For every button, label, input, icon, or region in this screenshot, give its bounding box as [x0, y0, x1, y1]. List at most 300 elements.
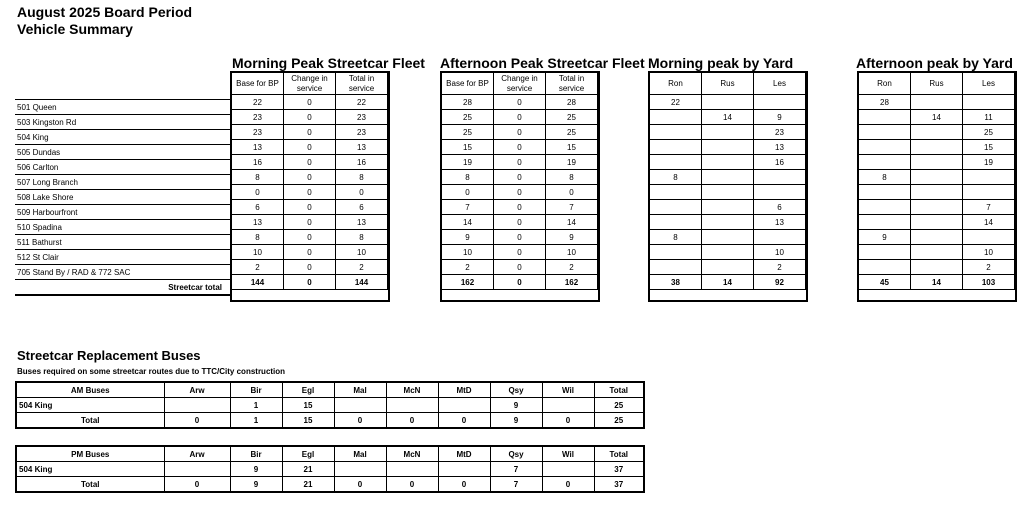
afternoon-yard-cell — [859, 125, 911, 140]
morning-fleet-cell: 8 — [232, 230, 284, 245]
afternoon-yard-row — [859, 245, 1015, 260]
pm-total-cell: 0 — [438, 477, 490, 493]
morning-fleet-cell: 23 — [336, 125, 388, 140]
afternoon-fleet-cell: 25 — [442, 110, 494, 125]
afternoon-yard-cell — [911, 215, 963, 230]
afternoon-yard-cell — [859, 185, 911, 200]
afternoon-yard-row — [859, 110, 1015, 125]
afternoon-fleet-row — [442, 140, 598, 155]
pm-total-cell: 9 — [230, 477, 282, 493]
afternoon-yard-cell: 7 — [963, 200, 1015, 215]
morning-fleet-cell: 0 — [284, 200, 336, 215]
morning-fleet-header: Change in service — [284, 73, 336, 95]
afternoon-yard-cell — [859, 110, 911, 125]
morning-yard-cell — [650, 260, 702, 275]
morning-yard-cell — [650, 125, 702, 140]
morning-yard-header: Rus — [702, 73, 754, 95]
route-row — [15, 100, 230, 115]
morning-fleet-cell: 23 — [232, 110, 284, 125]
morning-fleet-row — [232, 200, 388, 215]
morning-yard-cell: 22 — [650, 95, 702, 110]
morning-yard-cell: 23 — [754, 125, 806, 140]
route-list — [15, 99, 230, 296]
am-total-label: Total — [16, 413, 164, 429]
morning-fleet-cell: 13 — [336, 140, 388, 155]
afternoon-fleet-title: Afternoon Peak Streetcar Fleet — [440, 55, 645, 71]
afternoon-yard-row — [859, 155, 1015, 170]
afternoon-fleet-cell: 25 — [442, 125, 494, 140]
afternoon-yard-cell — [911, 140, 963, 155]
morning-yard-header: Ron — [650, 73, 702, 95]
afternoon-yard-cell — [911, 95, 963, 110]
morning-fleet-cell: 0 — [284, 260, 336, 275]
morning-yard-cell — [702, 125, 754, 140]
afternoon-fleet-cell: 25 — [546, 125, 598, 140]
morning-fleet-cell: 0 — [284, 215, 336, 230]
morning-fleet-row — [232, 230, 388, 245]
afternoon-fleet-row — [442, 230, 598, 245]
afternoon-fleet-cell: 25 — [546, 110, 598, 125]
route-row — [15, 160, 230, 175]
morning-fleet-row — [232, 245, 388, 260]
afternoon-yard-cell — [963, 95, 1015, 110]
pm-route-cell — [164, 462, 230, 477]
afternoon-fleet-header: Base for BP — [442, 73, 494, 95]
pm-route-cell — [438, 462, 490, 477]
morning-yard-cell — [650, 140, 702, 155]
pm-route-cell: 21 — [282, 462, 334, 477]
am-route-cell — [386, 398, 438, 413]
afternoon-yard-total-cell: 45 — [859, 275, 911, 290]
route-total-label: Streetcar total — [15, 280, 230, 296]
afternoon-yard-cell: 10 — [963, 245, 1015, 260]
yard-column-header: Bir — [230, 446, 282, 462]
route-name: 501 Queen — [15, 100, 230, 115]
morning-yard-cell: 8 — [650, 230, 702, 245]
pm-total-cell: 0 — [542, 477, 594, 493]
route-row — [15, 205, 230, 220]
morning-yard-total-row — [650, 275, 806, 290]
route-name: 505 Dundas — [15, 145, 230, 160]
morning-fleet-cell: 16 — [232, 155, 284, 170]
morning-fleet-cell: 0 — [284, 230, 336, 245]
afternoon-fleet-row — [442, 95, 598, 110]
morning-fleet-cell: 0 — [284, 185, 336, 200]
pm-total-cell: 21 — [282, 477, 334, 493]
morning-yard-cell — [702, 140, 754, 155]
afternoon-fleet-cell: 0 — [494, 245, 546, 260]
morning-yard-cell — [702, 260, 754, 275]
afternoon-fleet-row — [442, 110, 598, 125]
morning-fleet-cell: 22 — [232, 95, 284, 110]
morning-yard-row — [650, 200, 806, 215]
afternoon-fleet-header: Total in service — [546, 73, 598, 95]
morning-fleet-row — [232, 140, 388, 155]
yard-column-header: MtD — [438, 446, 490, 462]
afternoon-fleet-cell: 9 — [546, 230, 598, 245]
morning-fleet-row — [232, 215, 388, 230]
morning-yard-cell — [702, 230, 754, 245]
morning-yard-cell: 13 — [754, 140, 806, 155]
yard-column-header: Total — [594, 382, 644, 398]
am-route-cell: 25 — [594, 398, 644, 413]
morning-yard-cell — [650, 215, 702, 230]
morning-fleet-cell: 2 — [232, 260, 284, 275]
afternoon-yard-cell: 19 — [963, 155, 1015, 170]
afternoon-yard-row — [859, 125, 1015, 140]
afternoon-yard-cell — [859, 155, 911, 170]
route-name: 504 King — [15, 130, 230, 145]
am-route-cell — [334, 398, 386, 413]
afternoon-fleet-row — [442, 155, 598, 170]
yard-column-header: Qsy — [490, 382, 542, 398]
replacement-title: Streetcar Replacement Buses — [17, 348, 201, 363]
pm-total-cell: 7 — [490, 477, 542, 493]
morning-fleet-cell: 0 — [284, 155, 336, 170]
afternoon-fleet-cell: 8 — [442, 170, 494, 185]
morning-yard-cell: 16 — [754, 155, 806, 170]
morning-fleet-cell: 8 — [336, 170, 388, 185]
morning-yard-cell — [754, 170, 806, 185]
morning-yard-row — [650, 170, 806, 185]
morning-yard-cell — [702, 200, 754, 215]
pm-route-cell — [542, 462, 594, 477]
morning-fleet-cell: 0 — [284, 110, 336, 125]
afternoon-fleet-cell: 14 — [442, 215, 494, 230]
afternoon-fleet-cell: 2 — [442, 260, 494, 275]
morning-fleet-cell: 13 — [232, 215, 284, 230]
yard-column-header: Qsy — [490, 446, 542, 462]
route-name: 507 Long Branch — [15, 175, 230, 190]
morning-yard-row — [650, 125, 806, 140]
morning-yard-row — [650, 215, 806, 230]
am-total-cell: 0 — [334, 413, 386, 429]
yard-column-header: Wil — [542, 382, 594, 398]
am-total-cell: 25 — [594, 413, 644, 429]
yard-column-header: Total — [594, 446, 644, 462]
afternoon-fleet-cell: 0 — [494, 230, 546, 245]
pm-route-cell: 9 — [230, 462, 282, 477]
morning-fleet-header: Total in service — [336, 73, 388, 95]
afternoon-fleet-total-cell: 0 — [494, 275, 546, 290]
afternoon-yard-cell — [911, 155, 963, 170]
pm-total-cell: 0 — [386, 477, 438, 493]
afternoon-yard-table — [858, 72, 1015, 290]
am-route-cell — [438, 398, 490, 413]
morning-fleet-cell: 0 — [336, 185, 388, 200]
morning-fleet-cell: 6 — [232, 200, 284, 215]
morning-fleet-table — [231, 72, 388, 290]
morning-yard-header: Les — [754, 73, 806, 95]
afternoon-fleet-row — [442, 245, 598, 260]
route-name: 503 Kingston Rd — [15, 115, 230, 130]
morning-yard-cell — [650, 245, 702, 260]
afternoon-fleet-cell: 0 — [494, 140, 546, 155]
route-row — [15, 130, 230, 145]
morning-fleet-cell: 23 — [232, 125, 284, 140]
morning-yard-cell — [754, 185, 806, 200]
afternoon-fleet-row — [442, 125, 598, 140]
am-route-cell — [542, 398, 594, 413]
afternoon-fleet-cell: 0 — [494, 170, 546, 185]
afternoon-fleet-cell: 7 — [546, 200, 598, 215]
morning-fleet-row — [232, 170, 388, 185]
morning-fleet-cell: 0 — [284, 95, 336, 110]
morning-fleet-row — [232, 125, 388, 140]
afternoon-yard-cell — [911, 245, 963, 260]
afternoon-yard-cell — [963, 230, 1015, 245]
afternoon-fleet-cell: 0 — [494, 185, 546, 200]
morning-fleet-cell: 8 — [336, 230, 388, 245]
afternoon-yard-cell: 14 — [911, 110, 963, 125]
afternoon-yard-total-row — [859, 275, 1015, 290]
morning-yard-cell: 10 — [754, 245, 806, 260]
morning-fleet-total-cell: 0 — [284, 275, 336, 290]
morning-fleet-row — [232, 95, 388, 110]
route-name: 506 Carlton — [15, 160, 230, 175]
am-route-cell: 9 — [490, 398, 542, 413]
afternoon-fleet-cell: 0 — [442, 185, 494, 200]
am-route-row — [16, 398, 644, 413]
afternoon-fleet-cell: 8 — [546, 170, 598, 185]
pm-route-cell: 7 — [490, 462, 542, 477]
morning-yard-cell — [650, 110, 702, 125]
morning-yard-cell: 9 — [754, 110, 806, 125]
morning-yard-cell: 13 — [754, 215, 806, 230]
morning-fleet-cell: 0 — [284, 125, 336, 140]
am-route-cell: 15 — [282, 398, 334, 413]
afternoon-fleet-cell: 0 — [494, 200, 546, 215]
pm-total-row — [16, 477, 644, 493]
morning-fleet-cell: 23 — [336, 110, 388, 125]
route-row — [15, 235, 230, 250]
yard-column-header: Egl — [282, 446, 334, 462]
morning-yard-total-cell: 14 — [702, 275, 754, 290]
morning-fleet-cell: 2 — [336, 260, 388, 275]
am-buses-table — [15, 381, 645, 429]
yard-column-header: Egl — [282, 382, 334, 398]
report-subtitle: Vehicle Summary — [17, 21, 133, 37]
am-total-cell: 0 — [386, 413, 438, 429]
am-total-cell: 0 — [542, 413, 594, 429]
afternoon-fleet-header: Change in service — [494, 73, 546, 95]
pm-buses-header — [16, 446, 644, 462]
afternoon-fleet-row — [442, 260, 598, 275]
morning-yard-row — [650, 110, 806, 125]
morning-yard-cell — [702, 170, 754, 185]
morning-yard-cell — [650, 185, 702, 200]
afternoon-yard-row — [859, 185, 1015, 200]
pm-total-cell: 0 — [164, 477, 230, 493]
afternoon-yard-row — [859, 260, 1015, 275]
yard-column-header: Mal — [334, 382, 386, 398]
route-total-row — [15, 280, 230, 296]
route-name: 705 Stand By / RAD & 772 SAC — [15, 265, 230, 280]
morning-fleet-cell: 0 — [284, 170, 336, 185]
am-route-cell: 1 — [230, 398, 282, 413]
afternoon-fleet-row — [442, 200, 598, 215]
afternoon-yard-cell — [911, 170, 963, 185]
morning-yard-cell — [650, 155, 702, 170]
am-buses-label: AM Buses — [16, 382, 164, 398]
afternoon-fleet-cell: 14 — [546, 215, 598, 230]
morning-yard-row — [650, 185, 806, 200]
afternoon-fleet-cell: 19 — [442, 155, 494, 170]
afternoon-yard-cell — [963, 170, 1015, 185]
afternoon-fleet-cell: 19 — [546, 155, 598, 170]
morning-fleet-cell: 6 — [336, 200, 388, 215]
morning-fleet-row — [232, 110, 388, 125]
afternoon-fleet-total-row — [442, 275, 598, 290]
yard-column-header: Wil — [542, 446, 594, 462]
morning-yard-cell: 2 — [754, 260, 806, 275]
afternoon-fleet-table — [441, 72, 598, 290]
afternoon-yard-title: Afternoon peak by Yard — [856, 55, 1013, 71]
pm-route-row — [16, 462, 644, 477]
afternoon-yard-cell — [859, 200, 911, 215]
afternoon-fleet-cell: 2 — [546, 260, 598, 275]
afternoon-fleet-cell: 10 — [442, 245, 494, 260]
afternoon-yard-cell — [859, 260, 911, 275]
morning-fleet-total-row — [232, 275, 388, 290]
yard-column-header: McN — [386, 446, 438, 462]
pm-route-cell: 37 — [594, 462, 644, 477]
am-total-cell: 0 — [164, 413, 230, 429]
yard-column-header: Bir — [230, 382, 282, 398]
pm-route-cell — [386, 462, 438, 477]
route-name: 511 Bathurst — [15, 235, 230, 250]
afternoon-yard-cell — [911, 185, 963, 200]
yard-column-header: MtD — [438, 382, 490, 398]
morning-fleet-cell: 16 — [336, 155, 388, 170]
afternoon-yard-cell — [859, 245, 911, 260]
am-route-cell — [164, 398, 230, 413]
morning-yard-cell — [650, 200, 702, 215]
morning-yard-title: Morning peak by Yard — [648, 55, 794, 71]
pm-route-name: 504 King — [16, 462, 164, 477]
afternoon-yard-cell — [911, 260, 963, 275]
morning-yard-row — [650, 95, 806, 110]
route-name: 508 Lake Shore — [15, 190, 230, 205]
morning-fleet-cell: 0 — [232, 185, 284, 200]
afternoon-fleet-cell: 10 — [546, 245, 598, 260]
morning-fleet-cell: 22 — [336, 95, 388, 110]
morning-yard-row — [650, 140, 806, 155]
route-row — [15, 190, 230, 205]
morning-fleet-cell: 13 — [336, 215, 388, 230]
pm-buses-label: PM Buses — [16, 446, 164, 462]
morning-fleet-header: Base for BP — [232, 73, 284, 95]
afternoon-yard-row — [859, 230, 1015, 245]
route-row — [15, 265, 230, 280]
replacement-note: Buses required on some streetcar routes due to TTC/City construction — [17, 367, 286, 376]
route-name: 510 Spadina — [15, 220, 230, 235]
morning-yard-cell: 8 — [650, 170, 702, 185]
route-name: 509 Harbourfront — [15, 205, 230, 220]
afternoon-yard-row — [859, 170, 1015, 185]
afternoon-yard-cell: 8 — [859, 170, 911, 185]
morning-fleet-title: Morning Peak Streetcar Fleet — [232, 55, 425, 71]
afternoon-fleet-cell: 0 — [494, 125, 546, 140]
morning-fleet-row — [232, 260, 388, 275]
morning-fleet-cell: 0 — [284, 245, 336, 260]
afternoon-fleet-cell: 0 — [494, 155, 546, 170]
afternoon-fleet-cell: 28 — [442, 95, 494, 110]
morning-yard-cell — [702, 185, 754, 200]
morning-yard-cell — [754, 230, 806, 245]
morning-yard-cell — [702, 245, 754, 260]
afternoon-fleet-row — [442, 170, 598, 185]
afternoon-yard-cell — [911, 200, 963, 215]
afternoon-yard-row — [859, 140, 1015, 155]
morning-fleet-total-cell: 144 — [336, 275, 388, 290]
afternoon-fleet-row — [442, 215, 598, 230]
afternoon-yard-row — [859, 215, 1015, 230]
afternoon-yard-row — [859, 95, 1015, 110]
am-total-cell: 1 — [230, 413, 282, 429]
afternoon-yard-cell — [911, 125, 963, 140]
afternoon-yard-cell: 2 — [963, 260, 1015, 275]
afternoon-yard-cell: 11 — [963, 110, 1015, 125]
am-total-cell: 9 — [490, 413, 542, 429]
afternoon-yard-total-cell: 103 — [963, 275, 1015, 290]
afternoon-yard-cell — [963, 185, 1015, 200]
afternoon-yard-cell: 28 — [859, 95, 911, 110]
morning-fleet-cell: 8 — [232, 170, 284, 185]
morning-yard-cell — [754, 95, 806, 110]
afternoon-fleet-cell: 0 — [494, 110, 546, 125]
afternoon-yard-header: Rus — [911, 73, 963, 95]
pm-total-cell: 0 — [334, 477, 386, 493]
yard-column-header: McN — [386, 382, 438, 398]
afternoon-yard-cell: 9 — [859, 230, 911, 245]
yard-column-header: Arw — [164, 446, 230, 462]
afternoon-yard-cell: 14 — [963, 215, 1015, 230]
morning-yard-cell — [702, 95, 754, 110]
afternoon-fleet-cell: 28 — [546, 95, 598, 110]
afternoon-fleet-row — [442, 185, 598, 200]
morning-fleet-cell: 10 — [232, 245, 284, 260]
morning-yard-row — [650, 230, 806, 245]
morning-yard-row — [650, 245, 806, 260]
route-row — [15, 175, 230, 190]
route-row — [15, 115, 230, 130]
route-row — [15, 145, 230, 160]
morning-yard-row — [650, 260, 806, 275]
morning-yard-cell: 6 — [754, 200, 806, 215]
am-route-name: 504 King — [16, 398, 164, 413]
pm-total-label: Total — [16, 477, 164, 493]
route-name: 512 St Clair — [15, 250, 230, 265]
yard-column-header: Arw — [164, 382, 230, 398]
morning-yard-cell: 14 — [702, 110, 754, 125]
pm-route-cell — [334, 462, 386, 477]
morning-yard-table — [649, 72, 806, 290]
morning-fleet-total-cell: 144 — [232, 275, 284, 290]
route-row — [15, 250, 230, 265]
morning-yard-row — [650, 155, 806, 170]
morning-fleet-row — [232, 185, 388, 200]
afternoon-fleet-cell: 0 — [546, 185, 598, 200]
afternoon-fleet-cell: 0 — [494, 260, 546, 275]
afternoon-yard-cell — [911, 230, 963, 245]
afternoon-fleet-cell: 7 — [442, 200, 494, 215]
morning-fleet-cell: 13 — [232, 140, 284, 155]
afternoon-yard-total-cell: 14 — [911, 275, 963, 290]
afternoon-fleet-cell: 15 — [442, 140, 494, 155]
morning-yard-cell — [702, 215, 754, 230]
yard-column-header: Mal — [334, 446, 386, 462]
